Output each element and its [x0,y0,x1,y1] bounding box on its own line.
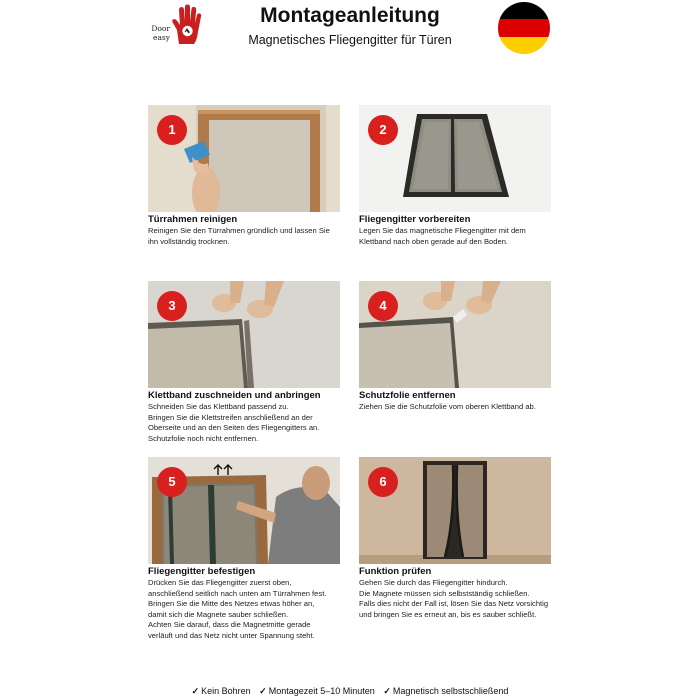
feature-item [259,686,375,697]
step-title: Schutzfolie entfernen [359,390,456,401]
step-title: Türrahmen reinigen [148,214,238,225]
feature-label: Magnetisch selbstschließend [392,686,509,696]
step-1-photo [148,105,340,212]
feature-label: Montagezeit 5–10 Minuten [268,686,375,696]
step-badge: 1 [157,115,187,145]
logo-line-2: easy [153,33,170,42]
step-6-photo [359,457,551,564]
step-description: Gehen Sie durch das Fliegengitter hindurch. Die Magnete müssen sich selbstständig schließen. Falls dies nicht der Fall ist, lösen Sie das Netz vorsichtig und bringen Sie es erneut an, bis es sauber schließt. [359,578,549,619]
step-badge: 3 [157,291,187,321]
step-description: Legen Sie das magnetische Fliegengitter mit dem Klettband nach oben gerade auf den Boden. [359,226,526,246]
checkmark-icon: ✓ [191,686,200,696]
step-2-photo [359,105,551,212]
step-description: Ziehen Sie die Schutzfolie vom oberen Klettband ab. [359,402,536,411]
step-title: Funktion prüfen [359,566,432,577]
step-4-photo [359,281,551,388]
step-5-photo [148,457,340,564]
step-title: Fliegengitter vorbereiten [359,214,471,225]
german-flag-icon [498,2,550,54]
step-title: Fliegengitter befestigen [148,566,256,577]
step-3-photo [148,281,340,388]
feature-item [192,686,251,697]
step-badge: 5 [157,467,187,497]
logo-line-1: Door [151,24,170,33]
step-badge: 6 [368,467,398,497]
page-title: Montageanleitung [260,4,440,27]
page-subtitle: Magnetisches Fliegengitter für Türen [248,33,452,47]
step-description: Schneiden Sie das Klettband passend zu. Bringen Sie die Klettstreifen anschließend an der Oberseite und an den Seiten des Fliegengitters an. Schutzfolie noch nicht entfernen. [148,402,320,443]
step-description: Reinigen Sie den Türrahmen gründlich und lassen Sie ihn vollständig trocknen. [148,226,330,246]
step-badge: 2 [368,115,398,145]
feature-label: Kein Bohren [201,686,251,696]
step-description: Drücken Sie das Fliegengitter zuerst oben, anschließend seitlich nach unten am Türrahmen fest. Bringen Sie die Mitte des Netzes etwas höher an, damit sich die Magnete sauber schließen. Achten Sie darauf, dass die Magnetmitte gerade verläuft und das Netz nicht unter Spannung steht. [148,578,327,640]
checkmark-icon: ✓ [259,686,267,696]
feature-item [383,686,508,697]
step-badge: 4 [368,291,398,321]
checkmark-icon: ✓ [383,686,391,696]
footer-features [0,686,700,697]
header [0,0,700,60]
step-title: Klettband zuschneiden und anbringen [148,390,321,401]
